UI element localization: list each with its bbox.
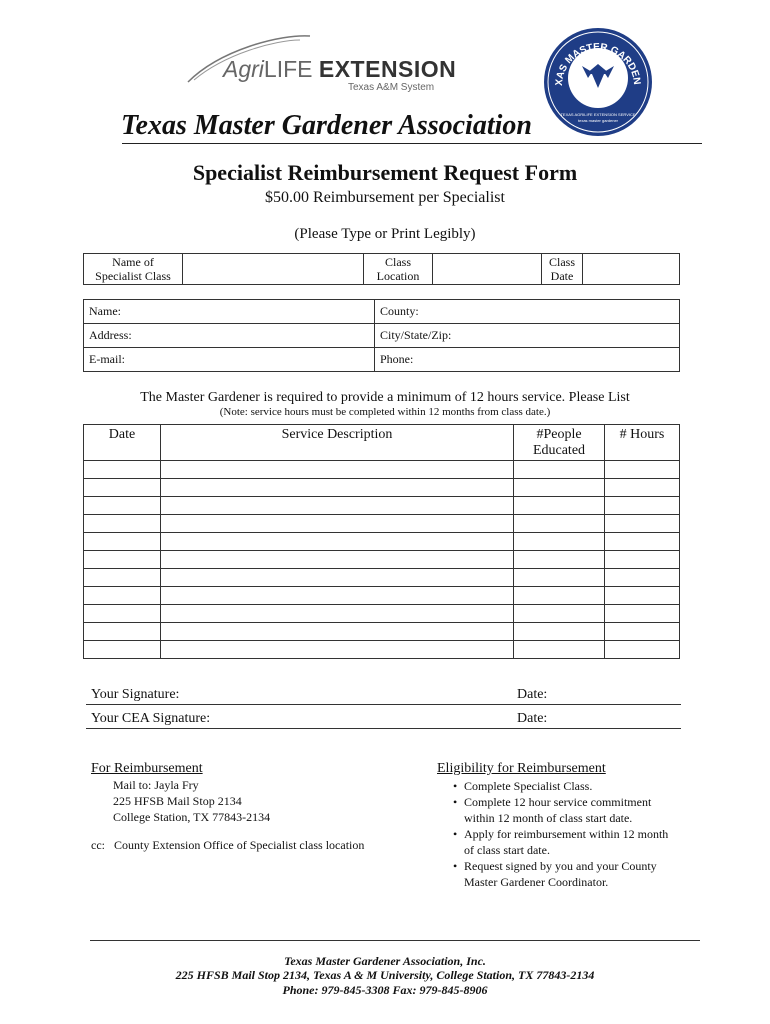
email-field[interactable]: E-mail: [84,348,375,372]
mailing-address: Mail to: Jayla Fry 225 HFSB Mail Stop 2134 College Station, TX 77843-2134 [113,778,271,824]
eligibility-text: Complete Specialist Class. [464,779,593,793]
service-row [84,515,680,533]
service-date-cell[interactable] [84,533,161,551]
signature-date-label: Date: [517,687,548,702]
footer-divider [90,940,700,941]
hours-cell[interactable] [605,641,680,659]
service-description-cell[interactable] [161,461,514,479]
title-divider [122,143,702,144]
eligibility-item [453,858,668,890]
people-educated-cell[interactable] [514,551,605,569]
county-field[interactable]: County: [375,300,680,324]
reimbursement-heading: For Reimbursement [91,761,203,776]
eligibility-text: Complete 12 hour service commitment [464,795,652,809]
hours-cell[interactable] [605,623,680,641]
service-description-cell[interactable] [161,497,514,515]
name-field[interactable]: Name: [84,300,375,324]
svg-text:TEXAS MASTER GARDENER: XAS MASTER GARDEN [553,41,643,87]
service-row [84,623,680,641]
service-date-cell[interactable] [84,641,161,659]
class-date-label: Class Date [542,254,583,285]
eligibility-item [453,826,669,858]
service-note: (Note: service hours must be completed within 12 months from class date.) [219,406,551,418]
eligibility-text: Apply for reimbursement within 12 month [464,827,669,841]
hours-cell[interactable] [605,497,680,515]
service-description-cell[interactable] [161,641,514,659]
hours-cell[interactable] [605,605,680,623]
service-description-cell[interactable] [161,587,514,605]
print-instruction: (Please Type or Print Legibly) [294,226,476,242]
people-educated-cell[interactable] [514,461,605,479]
service-description-cell[interactable] [161,479,514,497]
cea-date-label: Date: [517,711,548,726]
service-row [84,587,680,605]
agrilife-wordmark: AgriLIFE EXTENSION [223,56,457,82]
col-people-educated: #People Educated [514,425,605,461]
address-field[interactable]: Address: [84,324,375,348]
cea-signature-line[interactable] [86,728,681,729]
service-row [84,479,680,497]
bullet-icon: • [453,795,458,809]
service-date-cell[interactable] [84,587,161,605]
hours-cell[interactable] [605,569,680,587]
class-location-label: Class Location [364,254,433,285]
service-row [84,551,680,569]
people-educated-cell[interactable] [514,587,605,605]
form-subtitle: $50.00 Reimbursement per Specialist [265,189,505,206]
service-description-cell[interactable] [161,623,514,641]
service-description-cell[interactable] [161,533,514,551]
service-date-cell[interactable] [84,497,161,515]
bullet-icon: • [453,859,458,873]
contact-table [83,299,680,372]
service-date-cell[interactable] [84,623,161,641]
service-row [84,569,680,587]
svg-text:texas master gardener: texas master gardener [577,118,619,123]
hours-cell[interactable] [605,533,680,551]
phone-field[interactable]: Phone: [375,348,680,372]
eligibility-list [453,778,669,890]
eligibility-text: Request signed by you and your County [464,859,657,873]
service-date-cell[interactable] [84,551,161,569]
signature-line[interactable] [86,704,681,705]
specialist-class-label: Name of Specialist Class [84,254,183,285]
organization-title: Texas Master Gardener Association [121,110,532,141]
service-date-cell[interactable] [84,569,161,587]
service-row [84,497,680,515]
city-state-zip-field[interactable]: City/State/Zip: [375,324,680,348]
tamu-system-label: Texas A&M System [348,82,435,93]
hours-cell[interactable] [605,551,680,569]
service-date-cell[interactable] [84,605,161,623]
bullet-icon: • [453,779,458,793]
eligibility-item [453,794,668,826]
class-info-table [83,253,680,285]
hours-cell[interactable] [605,479,680,497]
people-educated-cell[interactable] [514,533,605,551]
service-date-cell[interactable] [84,479,161,497]
hours-cell[interactable] [605,587,680,605]
people-educated-cell[interactable] [514,569,605,587]
service-date-cell[interactable] [84,461,161,479]
hours-cell[interactable] [605,515,680,533]
service-row [84,641,680,659]
eligibility-heading: Eligibility for Reimbursement [437,761,606,776]
cc-line: cc: County Extension Office of Specialist class location [91,838,365,852]
service-row [84,605,680,623]
master-gardener-seal [542,26,654,138]
col-service-description: Service Description [161,425,514,461]
service-row [84,461,680,479]
form-title: Specialist Reimbursement Request Form [192,160,578,185]
signature-label: Your Signature: [91,687,180,702]
col-date: Date [84,425,161,461]
service-requirement: The Master Gardener is required to provide a minimum of 12 hours service. Please List [140,390,630,405]
service-description-cell[interactable] [161,551,514,569]
service-description-cell[interactable] [161,605,514,623]
people-educated-cell[interactable] [514,623,605,641]
bullet-icon: • [453,827,458,841]
agrilife-logo [180,30,457,100]
service-description-cell[interactable] [161,569,514,587]
people-educated-cell[interactable] [514,515,605,533]
hours-cell[interactable] [605,461,680,479]
class-location-field[interactable] [433,254,542,285]
eligibility-text: of class start date. [464,843,550,857]
people-educated-cell[interactable] [514,641,605,659]
col-hours: # Hours [605,425,680,461]
people-educated-cell[interactable] [514,479,605,497]
service-row [84,533,680,551]
footer-address: 225 HFSB Mail Stop 2134, Texas A & M University, College Station, TX 77843-2134 [175,968,595,982]
eligibility-text: Master Gardener Coordinator. [464,875,609,889]
service-date-cell[interactable] [84,515,161,533]
cea-signature-label: Your CEA Signature: [91,711,211,726]
class-date-field[interactable] [583,254,680,285]
footer-org: Texas Master Gardener Association, Inc. [284,954,486,968]
eligibility-text: within 12 month of class start date. [464,811,633,825]
service-hours-table [83,424,680,659]
footer-contact: Phone: 979-845-3308 Fax: 979-845-8906 [282,983,488,997]
people-educated-cell[interactable] [514,605,605,623]
svg-text:TEXAS AGRILIFE EXTENSION SERVI: TEXAS AGRILIFE EXTENSION SERVICE [560,112,636,117]
service-description-cell[interactable] [161,515,514,533]
eligibility-item [453,778,668,794]
people-educated-cell[interactable] [514,497,605,515]
specialist-class-field[interactable] [183,254,364,285]
